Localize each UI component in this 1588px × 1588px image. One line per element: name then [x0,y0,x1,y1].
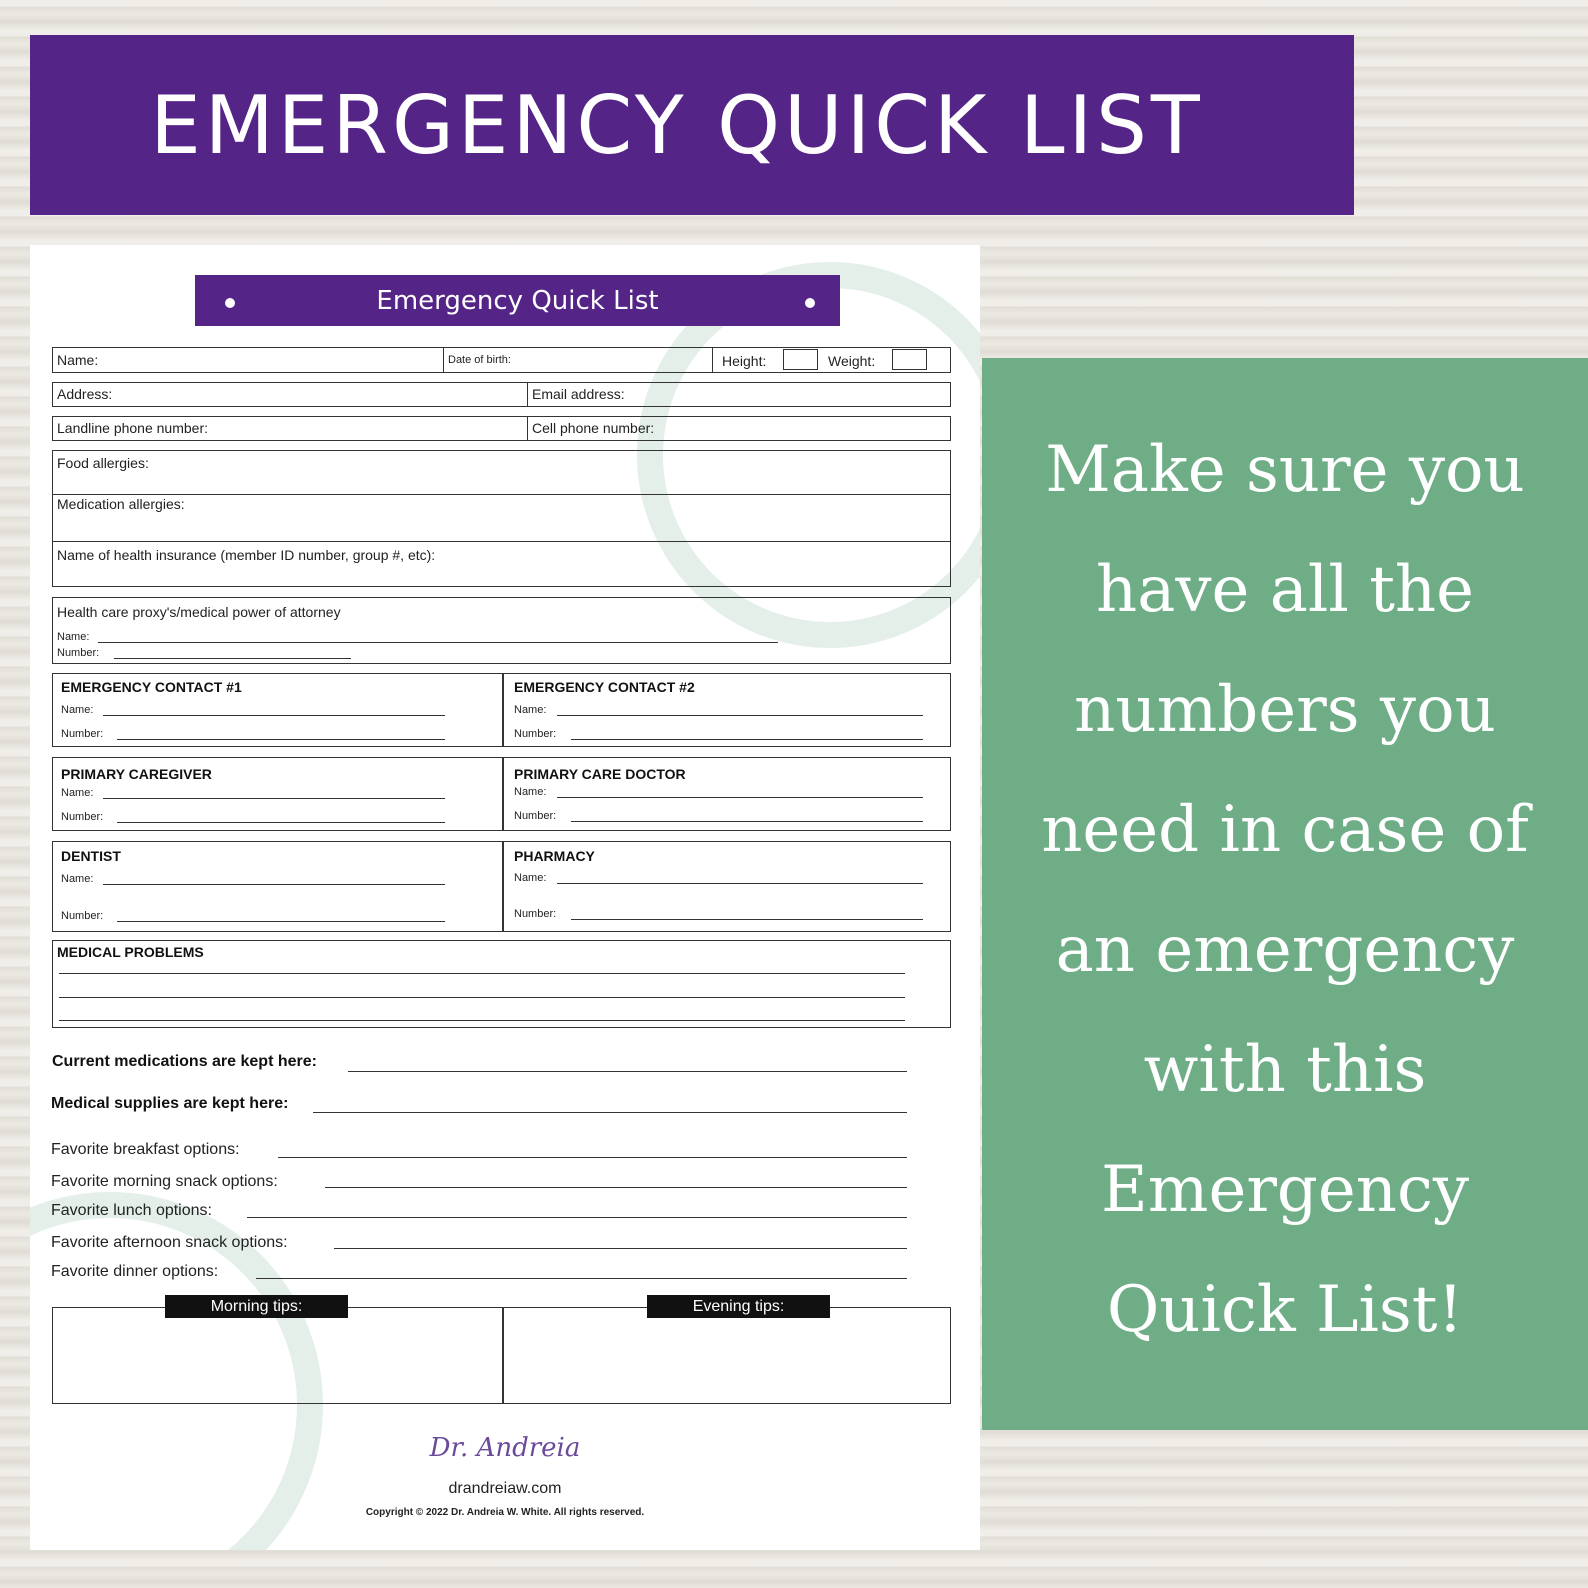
proxy-name-label: Name: [57,631,90,643]
contact-number-label: Number: [514,810,557,822]
contact-number-label: Number: [61,910,104,922]
weight-field[interactable] [892,349,927,370]
contact-number-label: Number: [514,728,557,740]
medication-allergies-label: Medication allergies: [57,496,185,512]
height-field[interactable] [783,349,818,370]
favorite-label: Favorite dinner options: [51,1263,219,1280]
banner-title: EMERGENCY QUICK LIST [150,78,1204,172]
proxy-label: Health care proxy's/medical power of attorney [57,604,341,620]
promo-line: with this [1143,1033,1427,1107]
name-label: Name: [57,352,99,368]
promo-line: need in case of [1041,793,1529,867]
form-header-title: Emergency Quick List [376,285,659,316]
contact-number-label: Number: [61,728,104,740]
supplies-kept-label: Medical supplies are kept here: [51,1095,289,1112]
contact-number-label: Number: [514,908,557,920]
contact-title: PHARMACY [514,848,595,864]
morning-tips-box [52,1307,504,1404]
brand-logo: Dr. Andreia [429,1433,581,1463]
promo-line: Make sure you [1045,433,1525,507]
contact-number-label: Number: [61,811,104,823]
favorite-label: Favorite afternoon snack options: [51,1234,288,1251]
favorite-label: Favorite morning snack options: [51,1173,278,1190]
weight-label: Weight: [828,353,876,369]
contact-title: PRIMARY CARE DOCTOR [514,766,686,782]
contact-name-label: Name: [61,787,94,799]
contact-name-label: Name: [514,872,547,884]
contact-title: EMERGENCY CONTACT #1 [61,679,242,695]
promo-line: Quick List! [1106,1273,1464,1347]
bullet-icon [225,298,235,308]
promo-line: numbers you [1074,673,1496,747]
contact-name-label: Name: [514,704,547,716]
page-banner [30,35,1354,215]
allergies-box [52,450,951,587]
address-label: Address: [57,386,113,402]
address-row [52,382,951,407]
medications-kept-label: Current medications are kept here: [52,1053,317,1070]
proxy-number-label: Number: [57,647,100,659]
promo-line: an emergency [1055,913,1515,987]
website-text: drandreiaw.com [448,1480,562,1497]
contact-title: EMERGENCY CONTACT #2 [514,679,695,695]
form-page [30,245,980,1550]
favorite-label: Favorite lunch options: [51,1202,212,1219]
cell-label: Cell phone number: [532,420,655,436]
contact-title: DENTIST [61,848,121,864]
dob-label: Date of birth: [448,354,511,366]
food-allergies-label: Food allergies: [57,455,149,471]
medical-problems-title: MEDICAL PROBLEMS [57,944,204,960]
promo-panel [982,358,1588,1430]
promo-line: Emergency [1101,1153,1469,1227]
promo-line: have all the [1096,553,1474,627]
landline-label: Landline phone number: [57,420,209,436]
evening-tips-box [502,1307,951,1404]
evening-tips-label: Evening tips: [647,1295,830,1318]
contact-title: PRIMARY CAREGIVER [61,766,212,782]
morning-tips-label: Morning tips: [165,1295,348,1318]
contact-name-label: Name: [514,786,547,798]
contact-name-label: Name: [61,873,94,885]
favorite-label: Favorite breakfast options: [51,1141,240,1158]
bullet-icon [805,298,815,308]
form-header [195,275,840,326]
contact-name-label: Name: [61,704,94,716]
email-label: Email address: [532,386,625,402]
height-label: Height: [722,353,767,369]
copyright-text: Copyright © 2022 Dr. Andreia W. White. All rights reserved. [365,1507,645,1518]
insurance-label: Name of health insurance (member ID number, group #, etc): [57,547,436,563]
